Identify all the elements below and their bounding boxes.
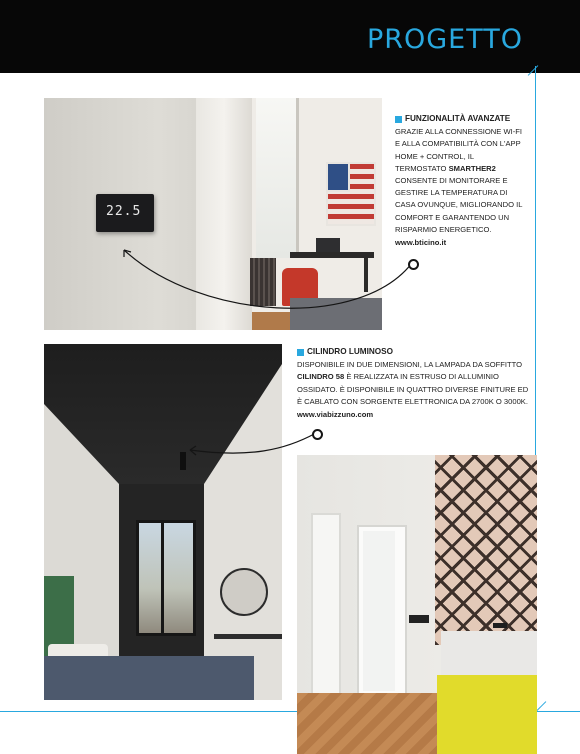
product-name: SMARTHER2 <box>448 163 496 173</box>
section-title: FUNZIONALITÀ AVANZATE <box>405 114 511 123</box>
callout-dot <box>312 429 323 440</box>
callout-dot <box>408 259 419 270</box>
section-title: CILINDRO LUMINOSO <box>307 347 393 356</box>
title-bullet-icon <box>297 349 304 356</box>
brand-link[interactable]: www.bticino.it <box>395 238 447 248</box>
product-name: CILINDRO 58 <box>297 372 345 382</box>
section-title-row <box>395 113 525 125</box>
section-title-row <box>297 346 535 358</box>
feature-text-thermostat <box>395 113 525 249</box>
thermostat-display: 22.5 <box>106 204 142 219</box>
feature-text-lamp <box>297 346 535 421</box>
page-title: PROGETTO <box>366 24 523 55</box>
bathroom-photo <box>297 455 537 754</box>
brand-link[interactable]: www.viabizzuno.com <box>297 410 374 420</box>
section-body: GRAZIE ALLA CONNESSIONE WI-FI E ALLA COMPATIBILITÀ CON L'APP HOME + CONTROL, IL TERMOSTATO SMARTHER2 CONSENTE DI MONITORARE E GESTIRE LA TEMPERATURA DI CASA OVUNQUE, MIGLIORANDO IL COMFORT E GARANTENDO UN RISPARMIO ENERGETICO. <box>395 127 523 234</box>
title-bullet-icon <box>395 116 402 123</box>
bedroom-photo <box>44 344 282 700</box>
thermostat-room-photo <box>44 98 382 330</box>
thermostat-device <box>96 194 154 232</box>
section-body: DISPONIBILE IN DUE DIMENSIONI, LA LAMPADA DA SOFFITTO CILINDRO 58 È REALIZZATA IN ESTRUSO DI ALLUMINIO OSSIDATO. È DISPONIBILE IN QUATTRO DIVERSE FINITURE ED È CABLATO CON SORGENTE ELETTRONICA DA 2700K O 3000K. <box>297 360 529 406</box>
ceiling-lamp <box>180 452 186 470</box>
